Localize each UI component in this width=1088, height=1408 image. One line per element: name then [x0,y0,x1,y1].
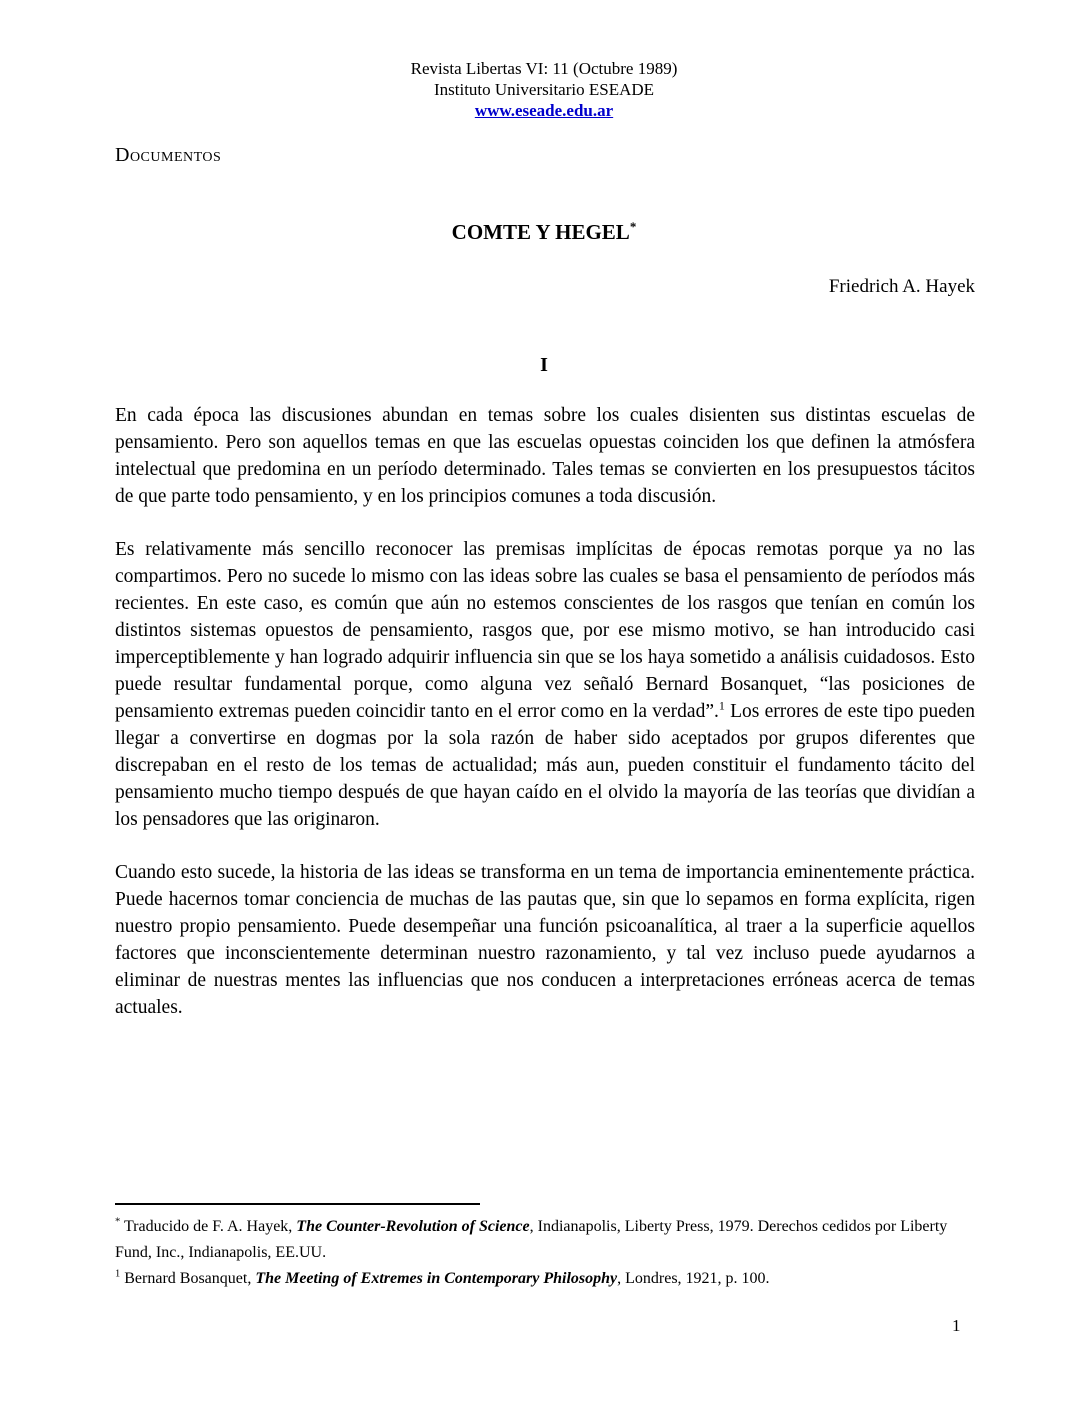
paragraph-2-text: Es relativamente más sencillo reconocer las premisas implícitas de épocas remotas porque ya no las compartimos. Pero no sucede lo mismo con las ideas sobre las cuales se basa el pensamiento de períodos más recientes. En este caso, es común que aún no estemos conscientes de los rasgos que tenían en común los distintos sistemas opuestos de pensamiento, rasgos que, por ese mismo motivo, se han introducido casi imperceptiblemente y han logrado adquirir influencia sin que se los haya sometido a análisis cuidadosos. Esto puede resultar fundamental porque, como alguna vez señaló Bernard Bosanquet, “las posiciones de pensamiento extremas pueden coincidir tanto en el error como en la verdad”. [115,539,975,722]
footnote-text: , Londres, 1921, p. 100. [617,1270,770,1287]
footnote-ref-1: 1 [718,698,725,713]
footnotes-separator [115,1203,480,1205]
article-body [115,402,975,1047]
author-name: Friedrich A. Hayek [828,276,975,297]
paragraph-2-continuation: Los errores de este tipo pueden llegar a convertirse en dogmas por la sola razón de haber sido aceptados por grupos diferentes que discrepaban en el resto de los temas de actualidad; más aun, pueden constituir el fundamento tácito del pensamiento mucho tiempo después de que hayan caído en el olvido la mayoría de las teorías que dividían a los pensadores que las originaron. [115,701,976,830]
title-footnote-mark: * [629,219,637,234]
footnote-work-title: The Meeting of Extremes in Contemporary Philosophy [255,1270,618,1287]
paragraph-3: Cuando esto sucede, la historia de las ideas se transforma en un tema de importancia eminentemente práctica. Puede hacernos tomar conciencia de muchas de las pautas que, sin que lo sepamos en forma explícita, rigen nuestro propio pensamiento. Puede desempeñar una función psicoanalítica, al traer a la superficie aquellos factores que inconscientemente determinan nuestro razonamiento, y tal vez incluso puede ayudarnos a eliminar de nuestras mentes las influencias que nos conducen a interpretaciones erróneas acerca de temas actuales. [115,862,975,1018]
page-number: 1 [952,1316,961,1335]
paragraph-2 [115,536,975,833]
section-heading: I [540,354,548,376]
institute-line: Instituto Universitario ESEADE [433,80,655,99]
document-type-label: Documentos [115,144,222,166]
footnote-marker: 1 [115,1268,121,1280]
footnote-marker: * [115,1216,121,1228]
page-title [0,220,1088,245]
footnotes-block [115,1203,975,1292]
title-text: COMTE Y HEGEL [451,220,630,244]
footnote-text: , Indianapolis, Liberty Press, 1979. Derechos cedidos por Liberty Fund, Inc., Indianapolis, EE.UU. [115,1218,948,1261]
footnote-text: Traducido de F. A. Hayek, [120,1218,297,1235]
page-header [0,58,1088,121]
footnote-work-title: The Counter-Revolution of Science [296,1218,530,1235]
journal-line: Revista Libertas VI: 11 (Octubre 1989) [410,59,678,78]
website-link[interactable]: www.eseade.edu.ar [474,101,614,120]
footnote-text: Bernard Bosanquet, [120,1270,256,1287]
footnote-1 [115,1266,975,1292]
paragraph-1: En cada época las discusiones abundan en temas sobre los cuales disienten sus distintas escuelas de pensamiento. Pero son aquellos temas en que las escuelas opuestas coinciden los que definen la atmósfera intelectual que predomina en un período determinado. Tales temas se convierten en los presupuestos tácitos de que parte todo pensamiento, y en los principios comunes a toda discusión. [115,405,975,507]
footnote-asterisk [115,1214,975,1266]
